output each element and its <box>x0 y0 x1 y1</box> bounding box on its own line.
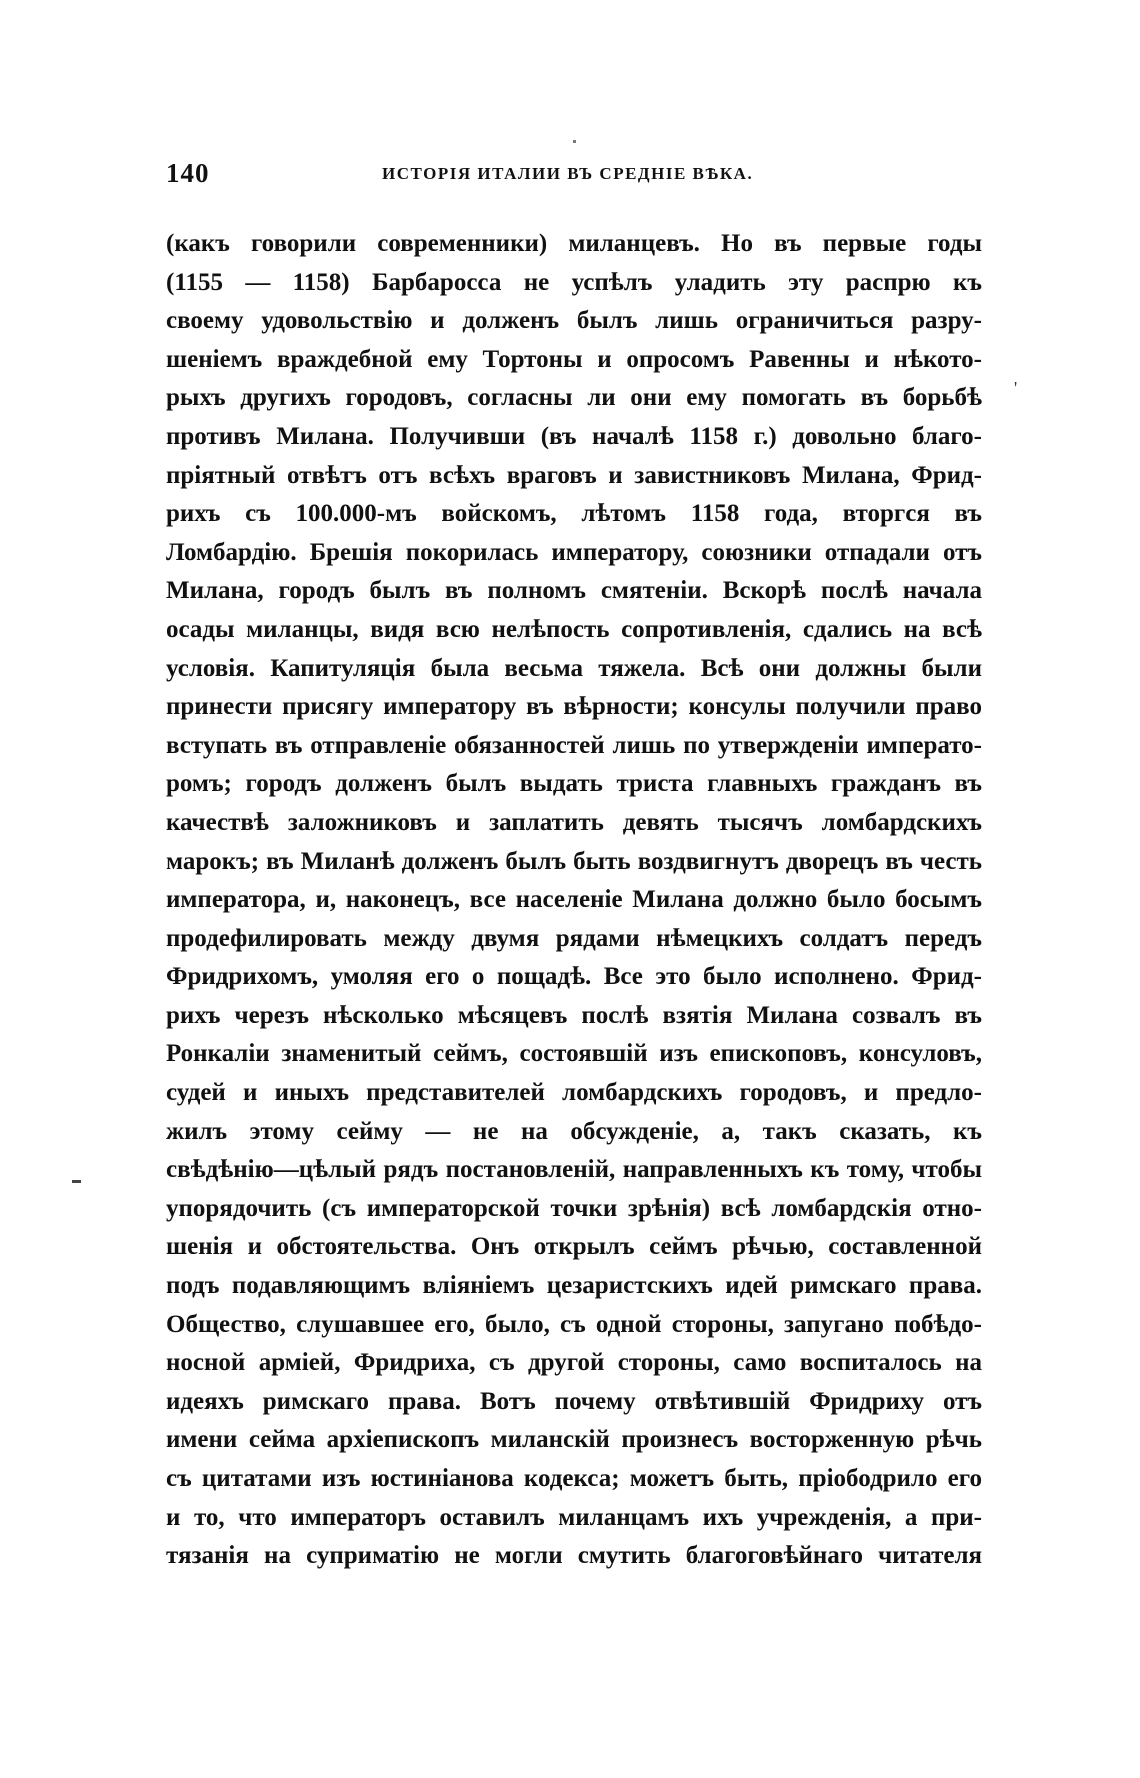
text-line: вступать въ отправленіе обязанностей лишь по утвержденіи императо- <box>166 731 982 759</box>
text-line: марокъ; въ Миланѣ долженъ былъ быть воздвигнутъ дворецъ въ честь <box>166 847 982 875</box>
text-line: идеяхъ римскаго права. Вотъ почему отвѣтившій Фридриху отъ <box>166 1387 982 1415</box>
text-line: свѣдѣнію—цѣлый рядъ постановленій, направленныхъ къ тому, чтобы <box>166 1156 982 1184</box>
text-line: Общество, слушавшее его, было, съ одной стороны, запугано побѣдо- <box>166 1310 982 1338</box>
text-line: рыхъ другихъ городовъ, согласны ли они ему помогать въ борьбѣ <box>166 384 982 412</box>
scan-speck <box>573 140 576 143</box>
text-line: Ронкаліи знаменитый сеймъ, состоявшій изъ епископовъ, консуловъ, <box>166 1040 982 1068</box>
text-line: судей и иныхъ представителей ломбардскихъ городовъ, и предло- <box>166 1079 982 1107</box>
text-line: упорядочить (съ императорской точки зрѣнія) всѣ ломбардскія отно- <box>166 1194 982 1222</box>
text-line: императора, и, наконецъ, все населеніе Милана должно было босымъ <box>166 886 982 914</box>
text-line: (1155 — 1158) Барбаросса не успѣлъ уладить эту распрю къ <box>166 268 982 296</box>
text-line: носной арміей, Фридриха, съ другой стороны, само воспиталось на <box>166 1349 982 1377</box>
body-text <box>166 225 982 1576</box>
text-line: и то, что императоръ оставилъ миланцамъ ихъ учрежденія, а при- <box>166 1503 982 1531</box>
text-line: рихъ черезъ нѣсколько мѣсяцевъ послѣ взятія Милана созвалъ въ <box>166 1001 982 1029</box>
text-line: пріятный отвѣтъ отъ всѣхъ враговъ и завистниковъ Милана, Фрид- <box>166 461 982 489</box>
text-line: противъ Милана. Получивши (въ началѣ 1158 г.) довольно благо- <box>166 422 982 450</box>
text-line: Милана, городъ былъ въ полномъ смятеніи. Вскорѣ послѣ начала <box>166 577 982 605</box>
text-line: (какъ говорили современники) миланцевъ. Но въ первые годы <box>166 230 982 257</box>
text-line: шеніемъ враждебной ему Тортоны и опросомъ Равенны и нѣкото- <box>166 345 982 373</box>
text-line: Фридрихомъ, умоляя его о пощадѣ. Все это было исполнено. Фрид- <box>166 963 982 991</box>
margin-dash <box>72 1180 81 1183</box>
text-line: имени сейма архіепископъ миланскій произнесъ восторженную рѣчь <box>166 1426 982 1454</box>
text-line: тязанія на суприматію не могли смутить благоговѣйнаго читателя <box>166 1542 982 1570</box>
text-line: Ломбардію. Брешія покорилась императору, союзники отпадали отъ <box>166 538 982 566</box>
text-line: продефилировать между двумя рядами нѣмецкихъ солдатъ передъ <box>166 924 982 952</box>
text-line: жилъ этому сейму — не на обсужденіе, а, такъ сказать, къ <box>166 1117 982 1145</box>
text-line: рихъ съ 100.000-мъ войскомъ, лѣтомъ 1158 года, вторгся въ <box>166 500 982 528</box>
running-head: ИСТОРІЯ ИТАЛИИ ВЪ СРЕДНІЕ ВѢКА. <box>382 164 754 183</box>
text-line: ромъ; городъ долженъ былъ выдать триста главныхъ гражданъ въ <box>166 770 982 798</box>
page-header <box>166 158 986 198</box>
margin-tick: ' <box>1014 378 1018 398</box>
text-line: осады миланцы, видя всю нелѣпость сопротивленія, сдались на всѣ <box>166 615 982 643</box>
text-line: принести присягу императору въ вѣрности; консулы получили право <box>166 693 982 721</box>
text-line: условія. Капитуляція была весьма тяжела. Всѣ они должны были <box>166 654 982 682</box>
text-line: качествѣ заложниковъ и заплатить девять тысячъ ломбардскихъ <box>166 808 982 836</box>
page-number: 140 <box>166 158 210 188</box>
text-line: своему удовольствію и долженъ былъ лишь ограничиться разру- <box>166 307 982 335</box>
text-line: подъ подавляющимъ вліяніемъ цезаристскихъ идей римскаго права. <box>166 1272 982 1300</box>
text-line: шенія и обстоятельства. Онъ открылъ сеймъ рѣчью, составленной <box>166 1233 982 1261</box>
text-line: съ цитатами изъ юстиніанова кодекса; можетъ быть, пріободрило его <box>166 1465 982 1492</box>
